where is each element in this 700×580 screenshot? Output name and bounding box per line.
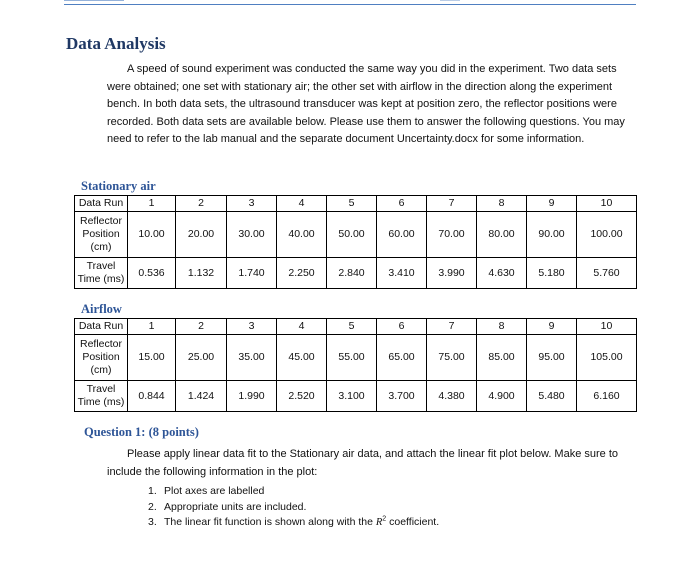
row-header-line: Position <box>82 228 120 240</box>
time-cell: 2.250 <box>277 258 327 289</box>
position-cell: 15.00 <box>128 335 176 381</box>
intro-text: A speed of sound experiment was conducted the same way you did in the experiment. Two data sets were obtained; one set with stationary air; the other set with airflow in the direction along the experiment bench. In both data sets, the ultrasound transducer was kept at position zero, the reflector positions were recorded. Both data sets are available below. Please use them to answer the following questions. You may need to refer to the lab manual and the separate document Uncertainty.docx for some information. <box>107 63 625 146</box>
position-cell: 80.00 <box>477 212 527 258</box>
row-header-data-run: Data Run <box>75 196 128 212</box>
row-header-data-run: Data Run <box>75 319 128 335</box>
time-cell: 5.180 <box>527 258 577 289</box>
position-cell: 65.00 <box>377 335 427 381</box>
airflow-label: Airflow <box>81 302 122 316</box>
time-cell: 6.160 <box>577 381 637 412</box>
position-cell: 75.00 <box>427 335 477 381</box>
position-cell: 105.00 <box>577 335 637 381</box>
run-cell: 4 <box>277 319 327 335</box>
question-1-body <box>107 446 627 481</box>
run-cell: 6 <box>377 196 427 212</box>
plot-requirements-list <box>148 484 439 531</box>
position-cell: 50.00 <box>327 212 377 258</box>
list-item-text: Appropriate units are included. <box>164 500 307 513</box>
time-cell: 1.424 <box>176 381 227 412</box>
list-item-text: The linear fit function is shown along with the <box>164 516 376 528</box>
position-cell: 40.00 <box>277 212 327 258</box>
time-cell: 1.740 <box>227 258 277 289</box>
list-item-number: 1. <box>148 485 157 497</box>
row-header-line: Reflector <box>79 215 122 227</box>
airflow-table <box>74 318 637 412</box>
row-header-line: Travel <box>86 260 116 272</box>
time-cell: 0.844 <box>128 381 176 412</box>
time-cell: 4.630 <box>477 258 527 289</box>
time-cell: 2.520 <box>277 381 327 412</box>
time-cell: 4.380 <box>427 381 477 412</box>
header-fragment-rule <box>440 0 460 1</box>
time-cell: 1.132 <box>176 258 227 289</box>
row-header-reflector-position <box>75 335 128 381</box>
run-cell: 9 <box>527 196 577 212</box>
run-cell: 7 <box>427 319 477 335</box>
position-cell: 45.00 <box>277 335 327 381</box>
row-header-travel-time <box>75 258 128 289</box>
list-item-text-end: coefficient. <box>386 516 440 528</box>
reflector-position-row <box>75 335 637 381</box>
row-header-travel-time <box>75 381 128 412</box>
run-cell: 5 <box>327 196 377 212</box>
run-cell: 10 <box>577 196 637 212</box>
list-item <box>148 515 439 531</box>
run-cell: 6 <box>377 319 427 335</box>
time-cell: 2.840 <box>327 258 377 289</box>
run-cell: 4 <box>277 196 327 212</box>
data-run-row <box>75 196 637 212</box>
row-header-line: Travel <box>86 383 116 395</box>
position-cell: 90.00 <box>527 212 577 258</box>
run-cell: 8 <box>477 319 527 335</box>
list-item-number: 2. <box>148 500 157 513</box>
run-cell: 10 <box>577 319 637 335</box>
intro-paragraph <box>107 61 635 149</box>
stationary-air-label: Stationary air <box>81 179 156 193</box>
run-cell: 2 <box>176 196 227 212</box>
row-header-line: (cm) <box>90 364 112 376</box>
run-cell: 2 <box>176 319 227 335</box>
run-cell: 8 <box>477 196 527 212</box>
run-cell: 9 <box>527 319 577 335</box>
time-cell: 3.100 <box>327 381 377 412</box>
time-cell: 3.700 <box>377 381 427 412</box>
position-cell: 55.00 <box>327 335 377 381</box>
row-header-line: Time (ms) <box>77 273 125 285</box>
position-cell: 100.00 <box>577 212 637 258</box>
row-header-line: (cm) <box>90 241 112 253</box>
run-cell: 7 <box>427 196 477 212</box>
list-item-text: Plot axes are labelled <box>164 485 265 497</box>
time-cell: 3.410 <box>377 258 427 289</box>
time-cell: 0.536 <box>128 258 176 289</box>
r-squared-exponent: 2 <box>382 515 387 523</box>
r-squared-symbol: R <box>375 517 383 528</box>
position-cell: 95.00 <box>527 335 577 381</box>
row-header-line: Time (ms) <box>77 396 125 408</box>
run-cell: 1 <box>128 196 176 212</box>
question-1-text: Please apply linear data fit to the Stationary air data, and attach the linear fit plot below. Make sure to include the following information in the plot: <box>107 448 619 478</box>
list-item <box>148 484 439 500</box>
travel-time-row <box>75 381 637 412</box>
position-cell: 35.00 <box>227 335 277 381</box>
travel-time-row <box>75 258 637 289</box>
run-cell: 3 <box>227 319 277 335</box>
section-heading: Data Analysis <box>66 34 166 53</box>
page-top-rule <box>64 4 636 5</box>
position-cell: 30.00 <box>227 212 277 258</box>
run-cell: 1 <box>128 319 176 335</box>
list-item-number: 3. <box>148 516 157 528</box>
reflector-position-row <box>75 212 637 258</box>
position-cell: 10.00 <box>128 212 176 258</box>
position-cell: 60.00 <box>377 212 427 258</box>
time-cell: 4.900 <box>477 381 527 412</box>
question-1-title: Question 1: (8 points) <box>84 425 199 439</box>
time-cell: 5.480 <box>527 381 577 412</box>
row-header-line: Reflector <box>79 338 122 350</box>
position-cell: 85.00 <box>477 335 527 381</box>
time-cell: 3.990 <box>427 258 477 289</box>
time-cell: 1.990 <box>227 381 277 412</box>
stationary-air-table <box>74 195 637 289</box>
row-header-reflector-position <box>75 212 128 258</box>
time-cell: 5.760 <box>577 258 637 289</box>
run-cell: 3 <box>227 196 277 212</box>
position-cell: 25.00 <box>176 335 227 381</box>
list-item <box>148 500 439 516</box>
data-run-row <box>75 319 637 335</box>
position-cell: 70.00 <box>427 212 477 258</box>
header-fragment-rule <box>64 0 124 1</box>
position-cell: 20.00 <box>176 212 227 258</box>
row-header-line: Position <box>82 351 120 363</box>
run-cell: 5 <box>327 319 377 335</box>
